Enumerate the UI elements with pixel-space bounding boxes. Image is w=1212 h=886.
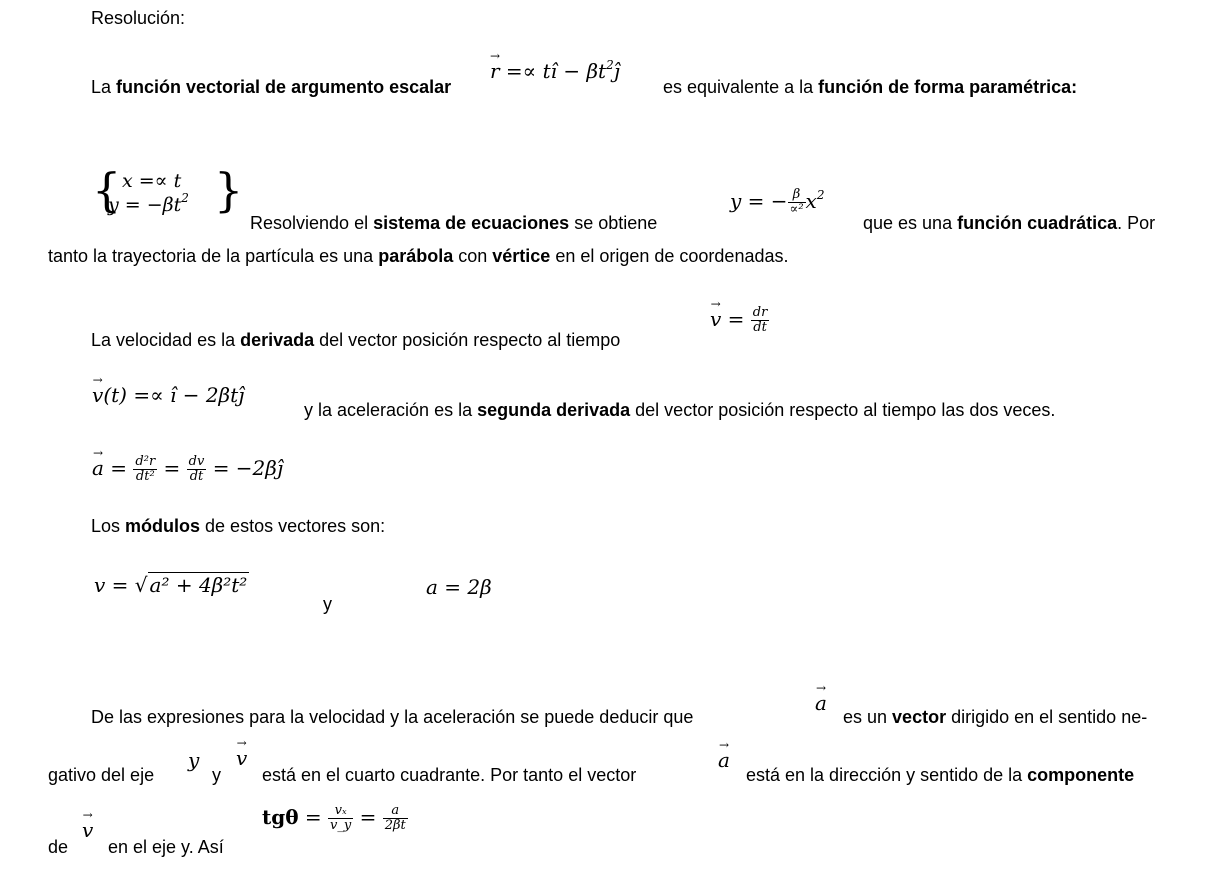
paragraph-6-line-1-end: es un vector dirigido en el sentido ne- [843, 707, 1148, 727]
equation-velocity-modulus: v = √ a² + 4β²t² [94, 573, 248, 597]
paragraph-5: Los módulos de estos vectores son: [91, 516, 386, 536]
paragraph-6-line-2-start: gativo del eje [48, 765, 155, 785]
equation-velocity: → v(t) =∝ î − 2βtĵ [92, 383, 244, 407]
equation-position-vector: → r =∝ tî − $\beta t^2ĵ$ [490, 59, 620, 83]
heading: Resolución: [91, 8, 186, 28]
paragraph-6-line-3-start: de [48, 837, 69, 857]
equation-tangent: tgθ = $\frac{\text{vₓ}}{v\_y}$ = $\frac{a}{2\beta t}$ [262, 803, 406, 833]
paragraph-2-mid: que es una función cuadrática. Por [863, 213, 1156, 233]
conjunction-y: y [323, 594, 332, 614]
equation-parabola: y = − $\frac{\beta}{\text{∝²}}$ $x^2$ [730, 187, 825, 217]
paragraph-6-conj-y: y [212, 765, 221, 785]
symbol-vector-a-2: → a [718, 748, 730, 772]
paragraph-4: y la aceleración es la segunda derivada del vector posición respecto al tiempo las dos veces. [304, 400, 1056, 420]
equation-system: { x =∝ t $y = -\beta t^2$ } [92, 163, 244, 217]
symbol-y-axis: y [188, 748, 200, 772]
paragraph-2-end: tanto la trayectoria de la partícula es una parábola con vértice en el origen de coordenadas. [48, 246, 789, 266]
paragraph-6-line-1: De las expresiones para la velocidad y la aceleración se puede deducir que [91, 707, 694, 727]
paragraph-2-start: Resolviendo el sistema de ecuaciones se obtiene [250, 213, 658, 233]
paragraph-6-line-2-end: está en la dirección y sentido de la componente [746, 765, 1135, 785]
equation-velocity-definition: → v = $\frac{dr}{dt}$ [710, 306, 769, 335]
symbol-vector-v-2: → v [82, 818, 93, 842]
equation-acceleration: → a = $\frac{\text{d²r}}{\text{dt²}}$ = $\frac{dv}{dt}$ = −2βĵ [92, 455, 283, 484]
paragraph-3: La velocidad es la derivada del vector posición respecto al tiempo [91, 330, 621, 350]
paragraph-6-line-2-mid: está en el cuarto cuadrante. Por tanto el vector [262, 765, 637, 785]
paragraph-6-line-3-end: en el eje y. Así [108, 837, 224, 857]
symbol-vector-v: → v [236, 746, 247, 770]
symbol-vector-a: → a [815, 691, 827, 715]
equation-acceleration-modulus: a = 2β [426, 575, 492, 599]
paragraph-1-start: La función vectorial de argumento escalar [91, 77, 452, 97]
paragraph-1-end: es equivalente a la función de forma paramétrica: [663, 77, 1078, 97]
